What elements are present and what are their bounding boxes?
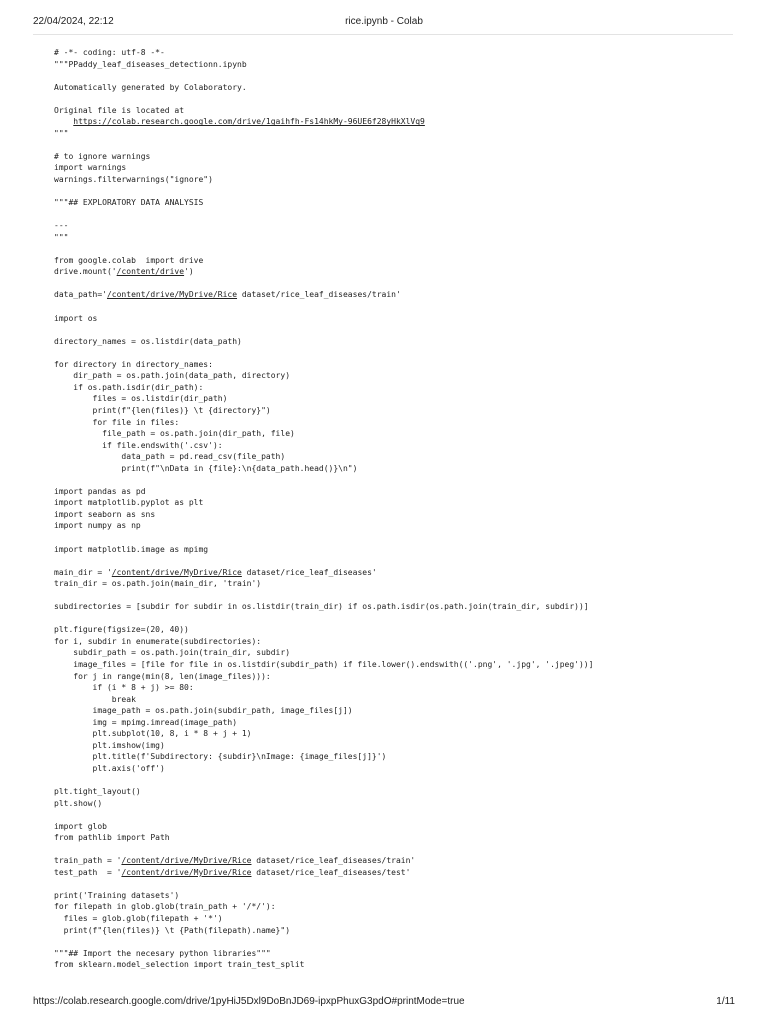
code-text: """PPaddy_leaf_diseases_detectionn.ipynb (54, 59, 247, 69)
code-line (54, 855, 744, 867)
code-line (54, 393, 744, 405)
header-divider (33, 34, 733, 35)
code-line (54, 913, 744, 925)
code-line (54, 544, 744, 556)
page-number: 1/11 (716, 996, 735, 1007)
code-line (54, 162, 744, 174)
code-line (54, 70, 744, 82)
code-line (54, 209, 744, 221)
code-line (54, 624, 744, 636)
code-line (54, 186, 744, 198)
code-line (54, 717, 744, 729)
code-text: image_files = [file for file in os.listdir(subdir_path) if file.lower().endswith(('.png', '.jpg', '.jpeg'))] (54, 659, 594, 669)
code-text: dir_path = os.path.join(data_path, directory) (54, 371, 291, 381)
code-text: Automatically generated by Colaboratory. (54, 82, 247, 92)
code-line (54, 763, 744, 775)
code-text: """ (54, 232, 69, 242)
code-line (54, 451, 744, 463)
code-line (54, 567, 744, 579)
code-text: files = os.listdir(dir_path) (54, 394, 228, 404)
code-text: Original file is located at (54, 105, 185, 115)
code-line (54, 128, 744, 140)
code-text: drive.mount(' (54, 267, 117, 277)
code-text: plt.axis('off') (54, 763, 165, 773)
code-line (54, 555, 744, 567)
code-line (54, 613, 744, 625)
code-line (54, 809, 744, 821)
code-text: if file.endswith('.csv'): (54, 440, 223, 450)
code-text: train_path = ' (54, 856, 122, 866)
code-line (54, 347, 744, 359)
code-text: import os (54, 313, 98, 323)
code-text: plt.figure(figsize=(20, 40)) (54, 625, 189, 635)
code-line (54, 636, 744, 648)
code-text: if os.path.isdir(dir_path): (54, 382, 204, 392)
code-line (54, 925, 744, 937)
code-line (54, 901, 744, 913)
code-text: break (54, 694, 136, 704)
code-text: for filepath in glob.glob(train_path + '/*/'): (54, 902, 276, 912)
code-line (54, 93, 744, 105)
code-line (54, 959, 744, 971)
code-line (54, 266, 744, 278)
code-text: """## EXPLORATORY DATA ANALYSIS (54, 198, 204, 208)
code-line (54, 751, 744, 763)
code-line (54, 532, 744, 544)
code-line (54, 647, 744, 659)
code-text: import warnings (54, 163, 127, 173)
code-line (54, 463, 744, 475)
code-line (54, 139, 744, 151)
code-text: plt.subplot(10, 8, i * 8 + j + 1) (54, 729, 252, 739)
code-link[interactable]: /content/drive/MyDrive/Rice (111, 567, 242, 577)
code-text: import matplotlib.image as mpimg (54, 544, 209, 554)
code-line (54, 105, 744, 117)
code-line (54, 278, 744, 290)
code-text (54, 117, 73, 126)
code-line (54, 728, 744, 740)
print-datetime: 22/04/2024, 22:12 (33, 16, 114, 27)
code-text: train_dir = os.path.join(main_dir, 'train') (54, 579, 262, 589)
code-text: dataset/rice_leaf_diseases/test' (251, 867, 411, 877)
page-url[interactable]: https://colab.research.google.com/drive/1pyHiJ5Dxl9DoBnJD69-ipxpPhuxG3pdO#printMode=true (33, 996, 465, 1007)
code-line (54, 774, 744, 786)
code-line (54, 682, 744, 694)
code-text: """## Import the necesary python libraries""" (54, 948, 271, 958)
code-line (54, 590, 744, 602)
code-text: directory_names = os.listdir(data_path) (54, 336, 242, 346)
code-text: for j in range(min(8, len(image_files))): (54, 671, 271, 681)
code-text: # -*- coding: utf-8 -*- (54, 48, 165, 57)
code-text: print(f"{len(files)} \t {Path(filepath).name}") (54, 925, 291, 935)
code-line (54, 255, 744, 267)
code-line (54, 382, 744, 394)
code-line (54, 243, 744, 255)
code-text: print(f"{len(files)} \t {directory}") (54, 405, 271, 415)
code-link[interactable]: /content/drive (116, 267, 185, 277)
code-line (54, 428, 744, 440)
code-line (54, 798, 744, 810)
code-line (54, 417, 744, 429)
code-text: import seaborn as sns (54, 509, 156, 519)
code-text: for file in files: (54, 417, 180, 427)
code-line (54, 509, 744, 521)
code-line (54, 301, 744, 313)
code-text: --- (54, 221, 69, 231)
code-line (54, 890, 744, 902)
code-text: import pandas as pd (54, 486, 146, 496)
code-line (54, 832, 744, 844)
code-text: image_path = os.path.join(subdir_path, image_files[j]) (54, 706, 353, 716)
code-text: dataset/rice_leaf_diseases/train' (251, 856, 416, 866)
code-text: from pathlib import Path (54, 833, 170, 843)
code-cell (54, 47, 744, 971)
code-line (54, 936, 744, 948)
code-text: print(f"\nData in {file}:\n{data_path.head()}\n") (54, 463, 358, 473)
code-text: from sklearn.model_selection import train_test_split (54, 960, 305, 970)
code-text: main_dir = ' (54, 567, 112, 577)
code-text: subdir_path = os.path.join(train_dir, subdir) (54, 648, 291, 658)
code-line (54, 474, 744, 486)
code-line (54, 497, 744, 509)
code-text: # to ignore warnings (54, 151, 151, 161)
document-title: rice.ipynb - Colab (345, 16, 423, 27)
code-line (54, 878, 744, 890)
print-footer (0, 996, 768, 1012)
code-line (54, 578, 744, 590)
code-line (54, 336, 744, 348)
code-line (54, 324, 744, 336)
code-line (54, 151, 744, 163)
code-link[interactable]: /content/drive/MyDrive/Rice (121, 856, 252, 866)
code-text: dataset/rice_leaf_diseases/train' (237, 290, 401, 300)
code-text: file_path = os.path.join(dir_path, file) (54, 429, 295, 439)
code-line (54, 740, 744, 752)
code-link[interactable]: /content/drive/MyDrive/Rice (121, 867, 252, 877)
code-line (54, 948, 744, 960)
code-line (54, 405, 744, 417)
code-line (54, 486, 744, 498)
code-text: for i, subdir in enumerate(subdirectories): (54, 636, 262, 646)
code-line (54, 313, 744, 325)
code-text: print('Training datasets') (54, 890, 180, 900)
code-line (54, 786, 744, 798)
code-line (54, 821, 744, 833)
code-line (54, 844, 744, 856)
code-text: from google.colab import drive (54, 255, 204, 265)
code-line (54, 659, 744, 671)
code-text: files = glob.glob(filepath + '*') (54, 914, 223, 924)
code-text: img = mpimg.imread(image_path) (54, 717, 238, 727)
code-line (54, 47, 744, 59)
code-text: plt.tight_layout() (54, 787, 141, 796)
code-text: dataset/rice_leaf_diseases' (241, 567, 377, 577)
code-line (54, 289, 744, 301)
code-line (54, 59, 744, 71)
code-text: plt.imshow(img) (54, 740, 165, 750)
code-text: """ (54, 128, 69, 138)
code-line (54, 671, 744, 683)
code-text: data_path=' (54, 290, 107, 300)
code-line (54, 197, 744, 209)
code-text: import glob (54, 821, 107, 831)
code-text: subdirectories = [subdir for subdir in os.listdir(train_dir) if os.path.isdir(os.path.join(train_dir, subdir))] (54, 602, 589, 612)
code-text: import matplotlib.pyplot as plt (54, 498, 204, 508)
code-line (54, 867, 744, 879)
code-text: warnings.filterwarnings("ignore") (54, 175, 213, 185)
code-line (54, 520, 744, 532)
code-line (54, 232, 744, 244)
code-text: ') (184, 267, 194, 277)
code-text: for directory in directory_names: (54, 359, 213, 369)
code-text: test_path = ' (54, 867, 122, 877)
code-line (54, 359, 744, 371)
code-text: plt.show() (54, 798, 103, 808)
code-line (54, 116, 744, 128)
code-line (54, 82, 744, 94)
code-link[interactable]: /content/drive/MyDrive/Rice (106, 290, 238, 300)
code-line (54, 705, 744, 717)
code-text: plt.title(f'Subdirectory: {subdir}\nImage: {image_files[j]}') (54, 752, 387, 762)
code-line (54, 601, 744, 613)
code-text: data_path = pd.read_csv(file_path) (54, 452, 286, 462)
code-line (54, 440, 744, 452)
print-header (0, 16, 768, 32)
code-line (54, 694, 744, 706)
code-line (54, 220, 744, 232)
code-link[interactable]: https://colab.research.google.com/drive/1gaihfh-Fs14hkMy-96UE6f28yHkXlVq9 (73, 117, 425, 127)
code-line (54, 370, 744, 382)
code-line (54, 174, 744, 186)
code-text: import numpy as np (54, 521, 141, 531)
code-text: if (i * 8 + j) >= 80: (54, 683, 194, 693)
